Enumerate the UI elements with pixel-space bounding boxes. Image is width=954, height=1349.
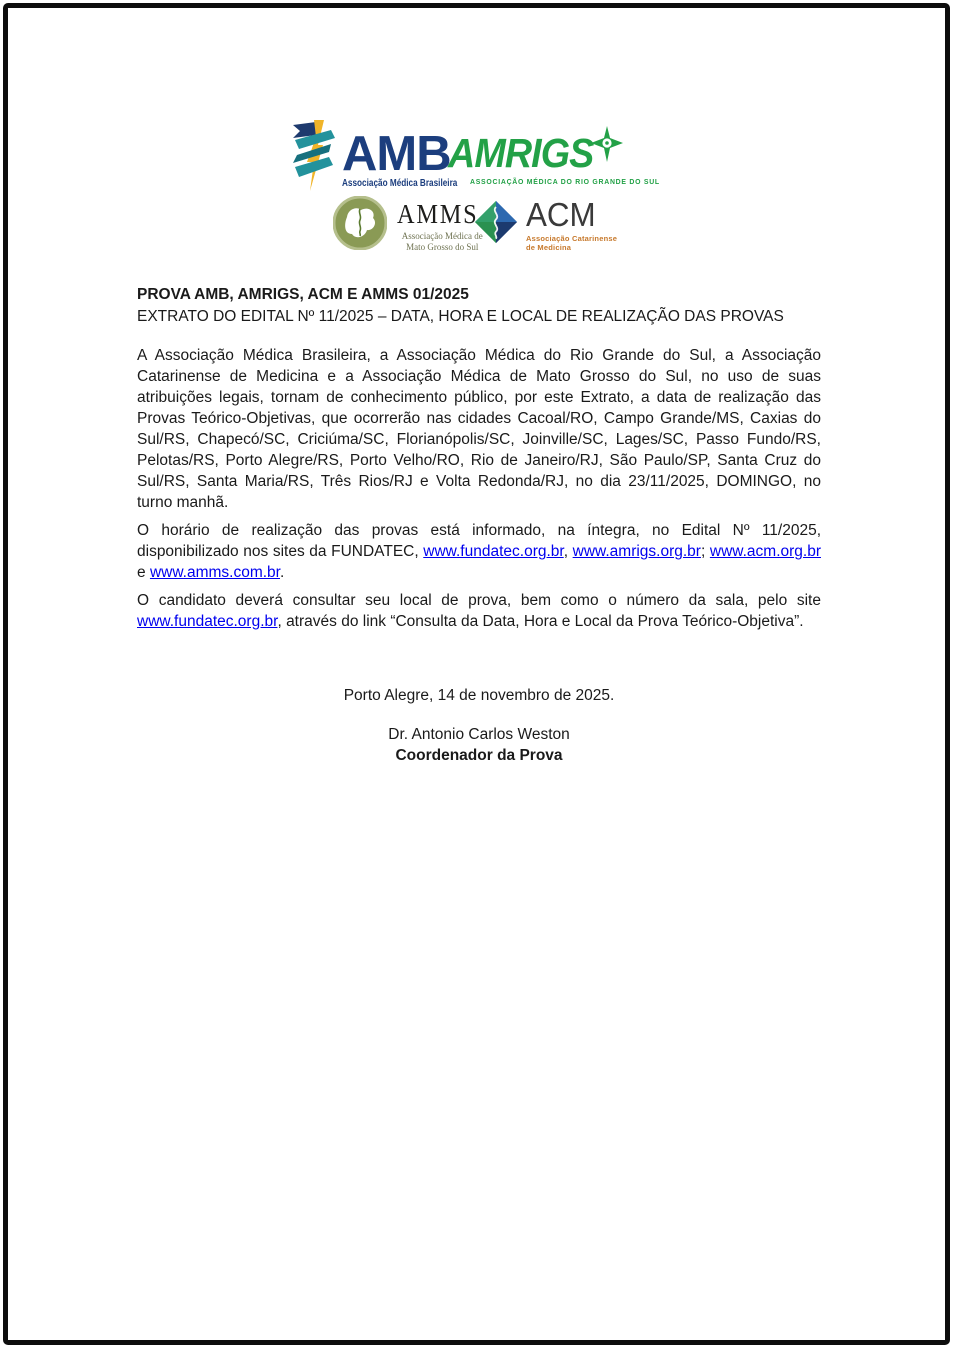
- document-body: [137, 284, 821, 766]
- amrigs-tagline: ASSOCIAÇÃO MÉDICA DO RIO GRANDE DO SUL: [470, 177, 660, 186]
- paragraph-schedule-text-2: ,: [563, 543, 573, 560]
- paragraph-schedule: [137, 520, 821, 583]
- paragraph-schedule-text-5: .: [280, 564, 285, 581]
- paragraph-intro: A Associação Médica Brasileira, a Associação Médica do Rio Grande do Sul, a Associação Catarinense de Medicina e a Associação Médica de Mato Grosso do Sul, no uso de suas atribuições legais, tornam de conhecimento público, por este Extrato, a data de realização das Provas Teórico-Objetivas, que ocorrerão nas cidades Cacoal/RO, Campo Grande/MS, Caxias do Sul/RS, Chapecó/SC, Criciúma/SC, Florianópolis/SC, Joinville/SC, Lages/SC, Passo Fundo/RS, Pelotas/RS, Porto Alegre/RS, Porto Velho/RO, Rio de Janeiro/RJ, São Paulo/SP, Santa Cruz do Sul/RS, Santa Maria/RS, Três Rios/RJ e Volta Redonda/RJ, no dia 23/11/2025, DOMINGO, no turno manhã.: [137, 347, 821, 511]
- acm-wordmark: ACM: [526, 196, 596, 233]
- amb-caduceus-icon: [289, 119, 339, 193]
- amms-logo: [333, 196, 488, 253]
- amms-tagline-line1: Associação Médica de: [401, 231, 483, 241]
- dateline: Porto Alegre, 14 de novembro de 2025.: [343, 687, 615, 704]
- acm-logo: [474, 197, 617, 252]
- link-fundatec-2[interactable]: www.fundatec.org.br: [137, 613, 278, 630]
- amms-map-icon: [333, 196, 387, 250]
- amb-wordmark: AMB: [342, 127, 451, 181]
- amms-tagline-line2: Mato Grosso do Sul: [406, 242, 479, 252]
- document-title: PROVA AMB, AMRIGS, ACM E AMMS 01/2025: [137, 286, 469, 303]
- signer-role: Coordenador da Prova: [395, 747, 563, 764]
- acm-tagline-line1: Associação Catarinense: [526, 234, 618, 243]
- acm-diamond-icon: [474, 197, 518, 247]
- amrigs-logo: [448, 127, 660, 186]
- paragraph-schedule-text-3: ;: [700, 543, 710, 560]
- amb-tagline: Associação Médica Brasileira: [342, 178, 458, 189]
- link-acm[interactable]: www.acm.org.br: [709, 543, 821, 560]
- acm-tagline-line2: de Medicina: [526, 243, 572, 252]
- amms-wordmark: AMMS: [397, 199, 479, 229]
- link-amms[interactable]: www.amms.com.br: [149, 564, 280, 581]
- paragraph-schedule-text-1: O horário de realização das provas está informado, na íntegra, no Edital Nº 11/2025, disponibilizado nos sites da FUNDATEC,: [137, 522, 821, 560]
- paragraph-candidate-text-2: , através do link “Consulta da Data, Hora e Local da Prova Teórico-Objetiva”.: [277, 613, 804, 630]
- paragraph-candidate-text-1: O candidato deverá consultar seu local de prova, bem como o número da sala, pelo site: [137, 592, 821, 609]
- amrigs-wordmark: AMRIGS: [448, 130, 594, 176]
- document-subtitle: EXTRATO DO EDITAL Nº 11/2025 – DATA, HORA E LOCAL DE REALIZAÇÃO DAS PROVAS: [137, 308, 784, 325]
- amrigs-star-icon: [591, 126, 623, 162]
- paragraph-candidate: [137, 590, 821, 632]
- link-amrigs[interactable]: www.amrigs.org.br: [572, 543, 701, 560]
- signer-name: Dr. Antonio Carlos Weston: [388, 726, 570, 743]
- paragraph-schedule-text-4: e: [137, 564, 150, 581]
- link-fundatec[interactable]: www.fundatec.org.br: [423, 543, 564, 560]
